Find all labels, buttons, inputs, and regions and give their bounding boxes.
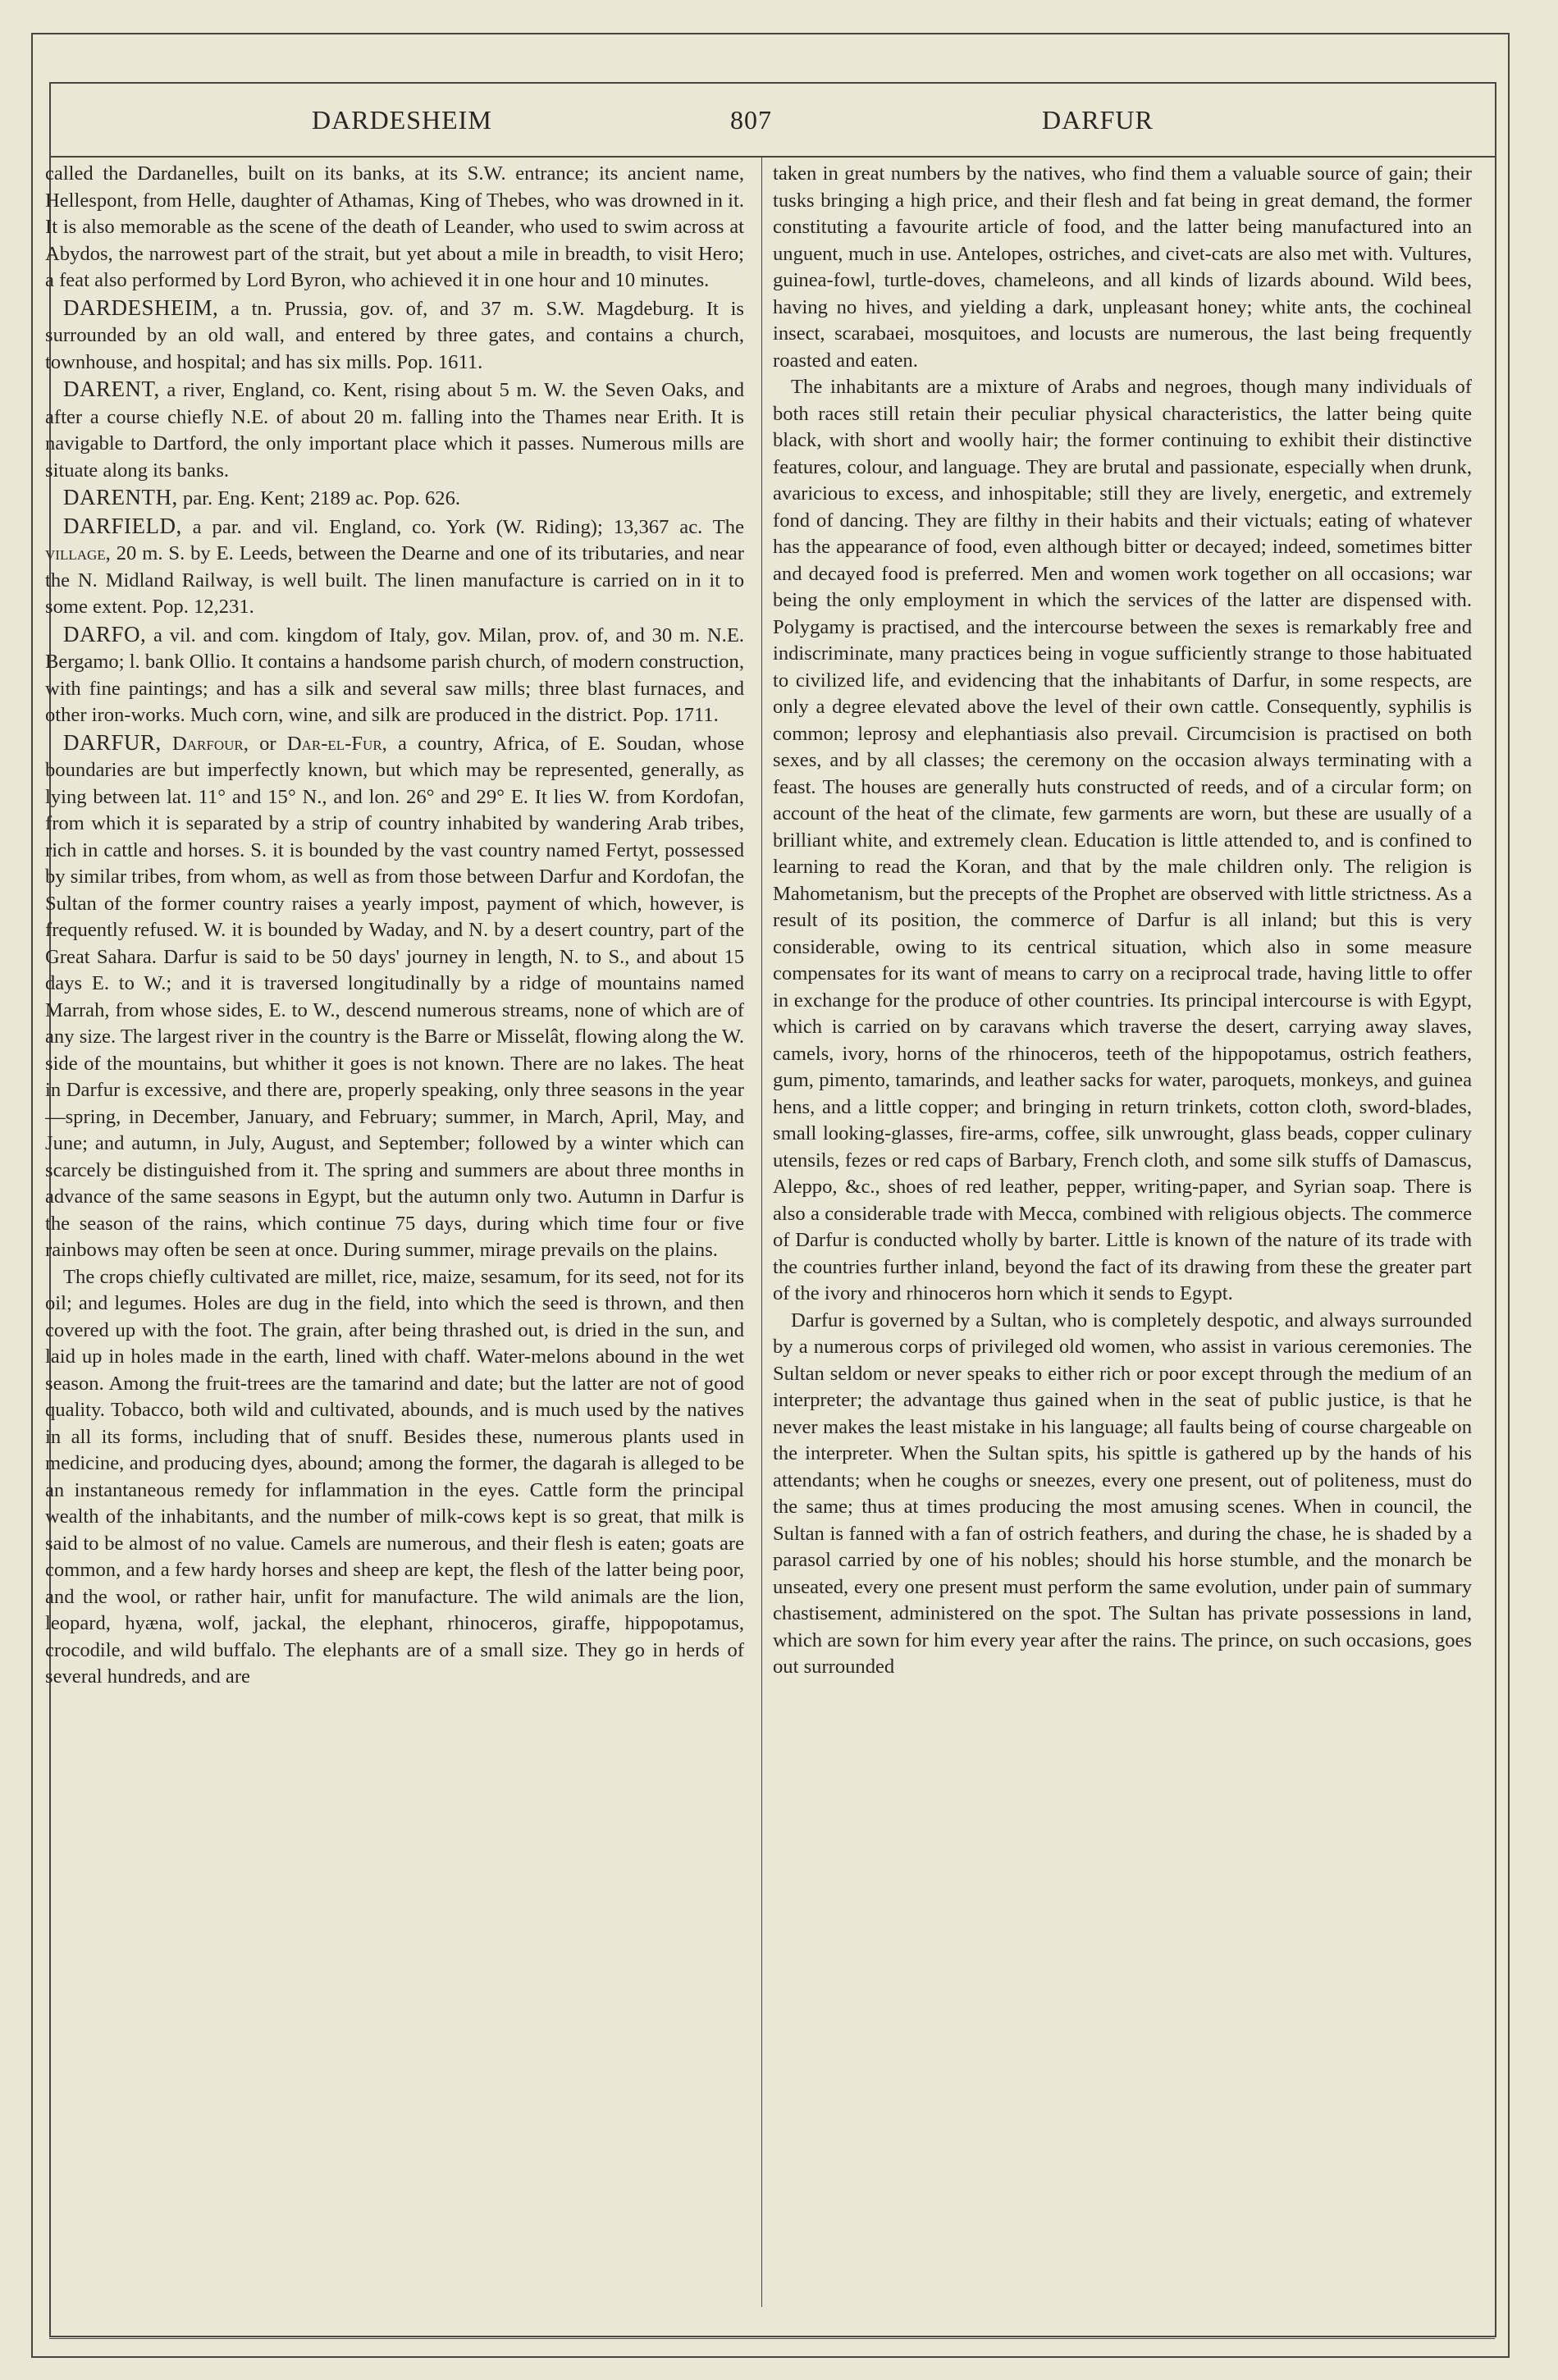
entry-darfield [45,513,744,621]
entry-body: a par. and vil. England, co. York (W. Riding); 13,367 ac. The [181,515,744,538]
headword: DARFIELD, [63,513,182,538]
headword: DARFUR, [63,729,162,755]
entry-body: a tn. Prussia, gov. of, and 37 m. S.W. Magdeburg. It is surrounded by an old wall, and entered by three gates, and contains a church, townhouse, and hospital; and has six mills. Pop. 1611. [45,297,744,373]
separator: , or [243,732,287,755]
entry-darfur [45,729,744,1264]
entry-dardesheim [45,295,744,377]
headword: DARFO, [63,621,147,646]
headword: DARENT, [63,377,160,401]
page-number: 807 [730,105,772,135]
headword: DARENTH, [63,485,178,509]
bottom-rule [49,2338,1495,2339]
entry-body: , a country, Africa, of E. Soudan, whose boundaries are but imperfectly known, but which may be represented, generally, as lying between lat. 11° and 15° N., and lon. 26° and 29° E. It lies W. from Kordofan, from which it is separated by a strip of country inhabited by wandering Arab tribes, rich in cattle and horses. S. it is bounded by the vast country named Fertyt, possessed by similar tribes, from whom, as well as from those between Darfur and Kordofan, the Sultan of the former country raises a yearly impost, payment of which, however, is frequently refused. W. it is bounded by Waday, and N. by a desert country, part of the Great Sahara. Darfur is said to be 50 days' journey in length, N. to S., and about 15 days E. to W.; and it is traversed longitudinally by a ridge of mountains named Marrah, from whose sides, E. to W., descend numerous streams, none of which are of any size. The largest river in the country is the Barre or Misselât, flowing along the W. side of the mountains, but whither it goes is not known. There are no lakes. The heat in Darfur is excessive, and there are, properly speaking, only three seasons in the year—spring, in December, January, and February; summer, in March, April, May, and June; and autumn, in July, August, and September; followed by a winter which can scarcely be distinguished from it. The spring and summers are about three months in advance of the same seasons in Egypt, but the autumn only two. Autumn in Darfur is the season of the rains, which continue 75 days, during which time four or five rainbows may often be seen at once. During summer, mirage prevails on the plains. [45,732,744,1261]
paragraph-government: Darfur is governed by a Sultan, who is completely despotic, and always surrounded by a numerous corps of privileged old women, who assist in various ceremonies. The Sultan seldom or never speaks to either rich or poor except through the medium of an interpreter; the advantage thus gained when in the seat of public justice, is that he never makes the least mistake in his language; all faults being of course chargeable on the interpreter. When the Sultan spits, his spittle is gathered up by the hands of his attendants; when he coughs or sneezes, every one present, out of politeness, must do the same; thus at times producing the most amusing scenes. When in council, the Sultan is fanned with a fan of ostrich feathers, and during the chase, he is shaded by a parasol carried by one of his nobles; should his horse stumble, and the monarch be unseated, every one present must perform the same evolution, under pain of summary chastisement, administered on the spot. The Sultan has private possessions in land, which are sown for him every year after the rains. The prince, on such occasions, goes out surrounded [773,1309,1472,1678]
alt-name: Darfour [172,732,244,755]
running-head-right: DARFUR [1042,105,1154,135]
header-rule [49,156,1495,158]
entry-body: par. Eng. Kent; 2189 ac. Pop. 626. [177,487,461,509]
paragraph-inhabitants: The inhabitants are a mixture of Arabs and negroes, though many individuals of both races still retain their peculiar physical characteristics, the latter being quite black, with short and woolly hair; the former continuing to exhibit their distinctive features, colour, and language. They are brutal and passionate, especially when drunk, avaricious to excess, and inhospitable; still they are lively, energetic, and extremely fond of dancing. They are filthy in their habits and their victuals; eating of whatever has the appearance of food, even although bitter or decayed; indeed, sometimes bitter and decayed food is preferred. Men and women work together on all occasions; war being the only employment in which the services of the latter are dispensed with. Polygamy is practised, and the intercourse between the sexes is remarkably free and indiscriminate, many practices being in vogue sufficiently strange to those habituated to civilized life, and evidencing that the inhabitants of Darfur, in some respects, are only a degree elevated above the level of their own cattle. Consequently, syphilis is common; leprosy and elephantiasis also prevail. Circumcision is practised on both sexes, and by all classes; the ceremony on the occasion always terminating with a feast. The houses are generally huts constructed of reeds, and of a circular form; on account of the heat of the climate, few garments are worn, but these are usually of a brilliant white, and extremely clean. Education is little attended to, and is confined to learning to read the Koran, and that by the male children only. The religion is Mahometanism, but the precepts of the Prophet are observed with little strictness. As a result of its position, the commerce of Darfur is all inland; but this is very considerable, owing to its centrical situation, which also in some measure compensates for its want of means to carry on a reciprocal trade, having little to offer in exchange for the produce of other countries. Its principal intercourse is with Egypt, which is carried on by caravans which traverse the desert, carrying away slaves, camels, ivory, horns of the rhinoceros, teeth of the hippopotamus, ostrich feathers, gum, pimento, tamarinds, and leather sacks for water, paroquets, monkeys, and guinea hens, and a little copper; and bringing in return trinkets, cotton cloth, sword-blades, small looking-glasses, fire-arms, coffee, silk unwrought, glass beads, copper culinary utensils, fezes or red caps of Barbary, French cloth, and some silk stuffs of Damascus, Aleppo, &c., shoes of red leather, pepper, writing-paper, and Syrian soap. There is also a considerable trade with Mecca, combined with religious objects. The commerce of Darfur is conducted wholly by barter. Little is known of the nature of its trade with the countries further inland, beyond the fact of its drawing from these the greater part of the ivory and rhinoceros horn which it sends to Egypt. [773,376,1472,1304]
entry-body: a vil. and com. kingdom of Italy, gov. Milan, prov. of, and 30 m. N.E. Bergamo; l. bank Ollio. It contains a handsome parish church, of modern construction, with fine paintings; and has a silk and several saw mills; three blast furnaces, and other iron-works. Much corn, wine, and silk are produced in the district. Pop. 1711. [45,624,744,726]
entry-dardanelles-continued: called the Dardanelles, built on its banks, at its S.W. entrance; its ancient name, Hellespont, from Helle, daughter of Athamas, King of Thebes, who was drowned in it. It is also memorable as the scene of the death of Leander, who used to swim across at Abydos, the narrowest part of the strait, but yet about a mile in breadth, to visit Hero; a feat also performed by Lord Byron, who achieved it in one hour and 10 minutes. [45,162,744,291]
left-column [45,161,744,2310]
entry-body: , 20 m. S. by E. Leeds, between the Dearne and one of its tributaries, and near the N. Midland Railway, is well built. The linen manufacture is carried on in it to some extent. Pop. 12,231. [45,542,744,618]
paragraph-animals-continued: taken in great numbers by the natives, who find them a valuable source of gain; their tusks bringing a high price, and their flesh and fat being in great demand, the former constituting a favourite article of food, and the latter being manufactured into an unguent, much in use. Antelopes, ostriches, and civet-cats are also met with. Vultures, guinea-fowl, turtle-doves, chameleons, and all kinds of lizards abound. Wild bees, having no hives, and yielding a dark, unpleasant honey; white ants, the cochineal insect, scarabaei, mosquitoes, and locusts are numerous, the last being frequently roasted and eaten. [773,162,1472,372]
right-column [773,161,1472,2310]
entry-body: a river, England, co. Kent, rising about 5 m. W. the Seven Oaks, and after a course chiefly N.E. of about 20 m. falling into the Thames near Erith. It is navigable to Dartford, the only important place which it passes. Numerous mills are situate along its banks. [45,379,744,482]
entry-darenth [45,484,744,513]
column-divider [761,158,762,2307]
alt-name: Dar-el-Fur [286,732,382,755]
entry-darfo [45,621,744,729]
paragraph-crops: The crops chiefly cultivated are millet, rice, maize, sesamum, for its seed, not for its oil; and legumes. Holes are dug in the field, into which the seed is thrown, and then covered up with the foot. The grain, after being thrashed out, is dried in the sun, and laid up in holes made in the earth, lined with chaff. Water-melons abound in the wet season. Among the fruit-trees are the tamarind and date; but the latter are not of good quality. Tobacco, both wild and cultivated, abounds, and is much used by the natives in all its forms, including that of snuff. Besides these, numerous plants used in medicine, and producing dyes, abound; among the former, the dagarah is alleged to be an instantaneous remedy for inflammation in the eyes. Cattle form the principal wealth of the inhabitants, and the number of milk-cows kept is so great, that milk is said to be almost of no value. Camels are numerous, and their flesh is eaten; goats are common, and a few hardy horses and sheep are kept, the flesh of the latter being poor, and the wool, or rather hair, unfit for manufacture. The wild animals are the lion, leopard, hyæna, wolf, jackal, the elephant, rhinoceros, giraffe, hippopotamus, crocodile, and wild buffalo. The elephants are of a small size. They go in herds of several hundreds, and are [45,1265,744,1688]
headword: DARDESHEIM, [63,295,219,320]
running-head-left: DARDESHEIM [312,105,492,135]
entry-darent [45,376,744,484]
small-caps-term: village [45,542,106,564]
